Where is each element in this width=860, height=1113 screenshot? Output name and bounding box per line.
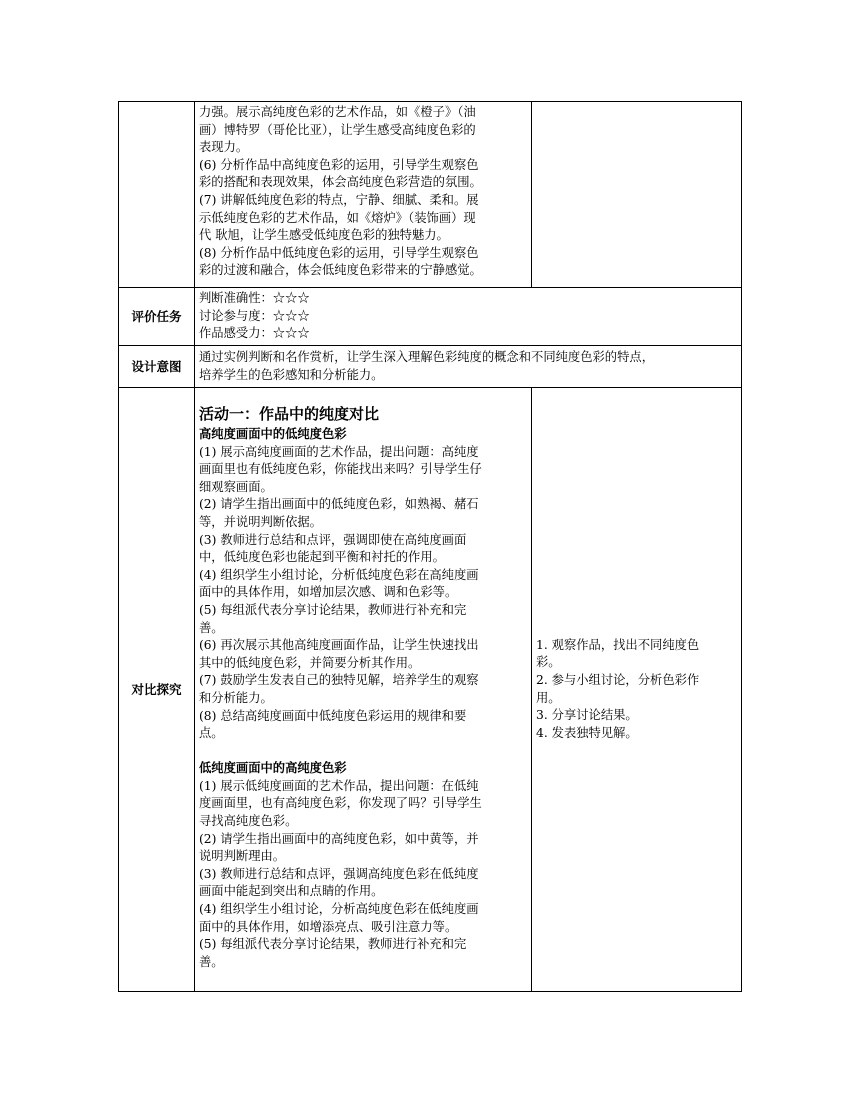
text-line: 培养学生的色彩感知和分析能力。 <box>199 367 384 382</box>
design-intent-row <box>119 346 742 388</box>
text-line: (2) 请学生指出画面中的高纯度色彩，如中黄等，并 <box>199 831 479 846</box>
row1-student-cell <box>532 102 742 288</box>
text-line: (7) 鼓励学生发表自己的独特见解，培养学生的观察 <box>199 673 479 688</box>
student-activity-list <box>536 637 737 743</box>
text-line: (3) 教师进行总结和点评，强调高纯度色彩在低纯度 <box>199 866 479 881</box>
text-line: 善。 <box>199 954 224 969</box>
list-item: 1. 观察作品，找出不同纯度色 <box>536 637 700 652</box>
text-line: 中，低纯度色彩也能起到平衡和衬托的作用。 <box>199 550 445 565</box>
list-item: 用。 <box>536 690 561 705</box>
text-line: (1) 展示高纯度画面的艺术作品，提出问题：高纯度 <box>199 444 479 459</box>
text-line: 画面里也有低纯度色彩，你能找出来吗？引导学生仔 <box>199 462 482 477</box>
text-line: 等，并说明判断依据。 <box>199 514 322 529</box>
design-intent-content-cell <box>195 346 742 388</box>
section-title: 高纯度画面中的低纯度色彩 <box>199 427 347 441</box>
text-line: 善。 <box>199 620 224 635</box>
text-line: (6) 分析作品中高纯度色彩的运用，引导学生观察色 <box>199 157 479 172</box>
contrast-exploration-row <box>119 388 742 992</box>
text-line: 面中的具体作用，如增添亮点、吸引注意力等。 <box>199 919 458 934</box>
evaluation-content-cell <box>195 288 742 346</box>
text-line: 力强。展示高纯度色彩的艺术作品，如《橙子》（油 <box>199 105 476 119</box>
text-line: 画面中能起到突出和点睛的作用。 <box>199 884 384 899</box>
row1-content-cell <box>195 102 532 288</box>
text-line: 度画面里，也有高纯度色彩，你发现了吗？引导学生 <box>199 796 482 811</box>
text-line: 通过实例判断和名作赏析，让学生深入理解色彩纯度的概念和不同纯度色彩的特点， <box>199 350 654 364</box>
evaluation-item: 判断准确性：☆☆☆ <box>199 291 310 305</box>
list-item: 彩。 <box>536 655 561 670</box>
row1-label-cell <box>119 102 195 288</box>
text-line: 彩的过渡和融合，体会低纯度色彩带来的宁静感觉。 <box>199 263 482 278</box>
text-line: (1) 展示低纯度画面的艺术作品，提出问题：在低纯 <box>199 778 479 793</box>
text-line: (2) 请学生指出画面中的低纯度色彩，如熟褐、赭石 <box>199 497 479 512</box>
process-continuation-row <box>119 102 742 288</box>
lesson-plan-page <box>118 101 741 992</box>
text-line: 其中的低纯度色彩，并简要分析其作用。 <box>199 655 421 670</box>
lesson-plan-table <box>118 101 742 992</box>
evaluation-label: 评价任务 <box>119 288 195 346</box>
text-line: (5) 每组派代表分享讨论结果，教师进行补充和完 <box>199 937 467 952</box>
text-line: 示低纯度色彩的艺术作品，如《熔炉》（装饰画）现 <box>199 210 476 225</box>
list-item: 3. 分享讨论结果。 <box>536 708 638 723</box>
text-line: 画）博特罗（哥伦比亚），让学生感受高纯度色彩的 <box>199 122 476 137</box>
text-line: (8) 总结高纯度画面中低纯度色彩运用的规律和要 <box>199 708 467 723</box>
text-line: (4) 组织学生小组讨论，分析高纯度色彩在低纯度画 <box>199 902 479 917</box>
text-line: (4) 组织学生小组讨论，分析低纯度色彩在高纯度画 <box>199 567 479 582</box>
text-line: 代 耿旭，让学生感受低纯度色彩的独特魅力。 <box>199 228 449 243</box>
text-line: 表现力。 <box>199 140 249 155</box>
contrast-content-cell <box>195 388 532 992</box>
text-line: 点。 <box>199 726 224 741</box>
contrast-exploration-label: 对比探究 <box>119 388 195 992</box>
text-line: 面中的具体作用，如增加层次感、调和色彩等。 <box>199 585 458 600</box>
text-line: 细观察画面。 <box>199 479 273 494</box>
text-line: (8) 分析作品中低纯度色彩的运用，引导学生观察色 <box>199 245 479 260</box>
section-title: 低纯度画面中的高纯度色彩 <box>199 761 347 776</box>
list-item: 2. 参与小组讨论，分析色彩作 <box>536 672 700 687</box>
text-line: (6) 再次展示其他高纯度画面作品，让学生快速找出 <box>199 638 479 653</box>
text-line: 寻找高纯度色彩。 <box>199 814 298 829</box>
text-line: (7) 讲解低纯度色彩的特点，宁静、细腻、柔和。展 <box>199 192 479 207</box>
spacer <box>199 743 527 761</box>
text-line: (5) 每组派代表分享讨论结果，教师进行补充和完 <box>199 602 467 617</box>
text-line: 说明判断理由。 <box>199 849 286 864</box>
list-item: 4. 发表独特见解。 <box>536 725 638 740</box>
text-line: 和分析能力。 <box>199 690 273 705</box>
design-intent-label: 设计意图 <box>119 346 195 388</box>
activity-title: 活动一：作品中的纯度对比 <box>199 405 380 423</box>
evaluation-item: 讨论参与度：☆☆☆ <box>199 308 310 323</box>
text-line: (3) 教师进行总结和点评，强调即使在高纯度画面 <box>199 532 467 547</box>
evaluation-item: 作品感受力：☆☆☆ <box>199 326 310 341</box>
text-line: 彩的搭配和表现效果，体会高纯度色彩营造的氛围。 <box>199 175 482 190</box>
student-activity-cell <box>532 388 742 992</box>
evaluation-row <box>119 288 742 346</box>
